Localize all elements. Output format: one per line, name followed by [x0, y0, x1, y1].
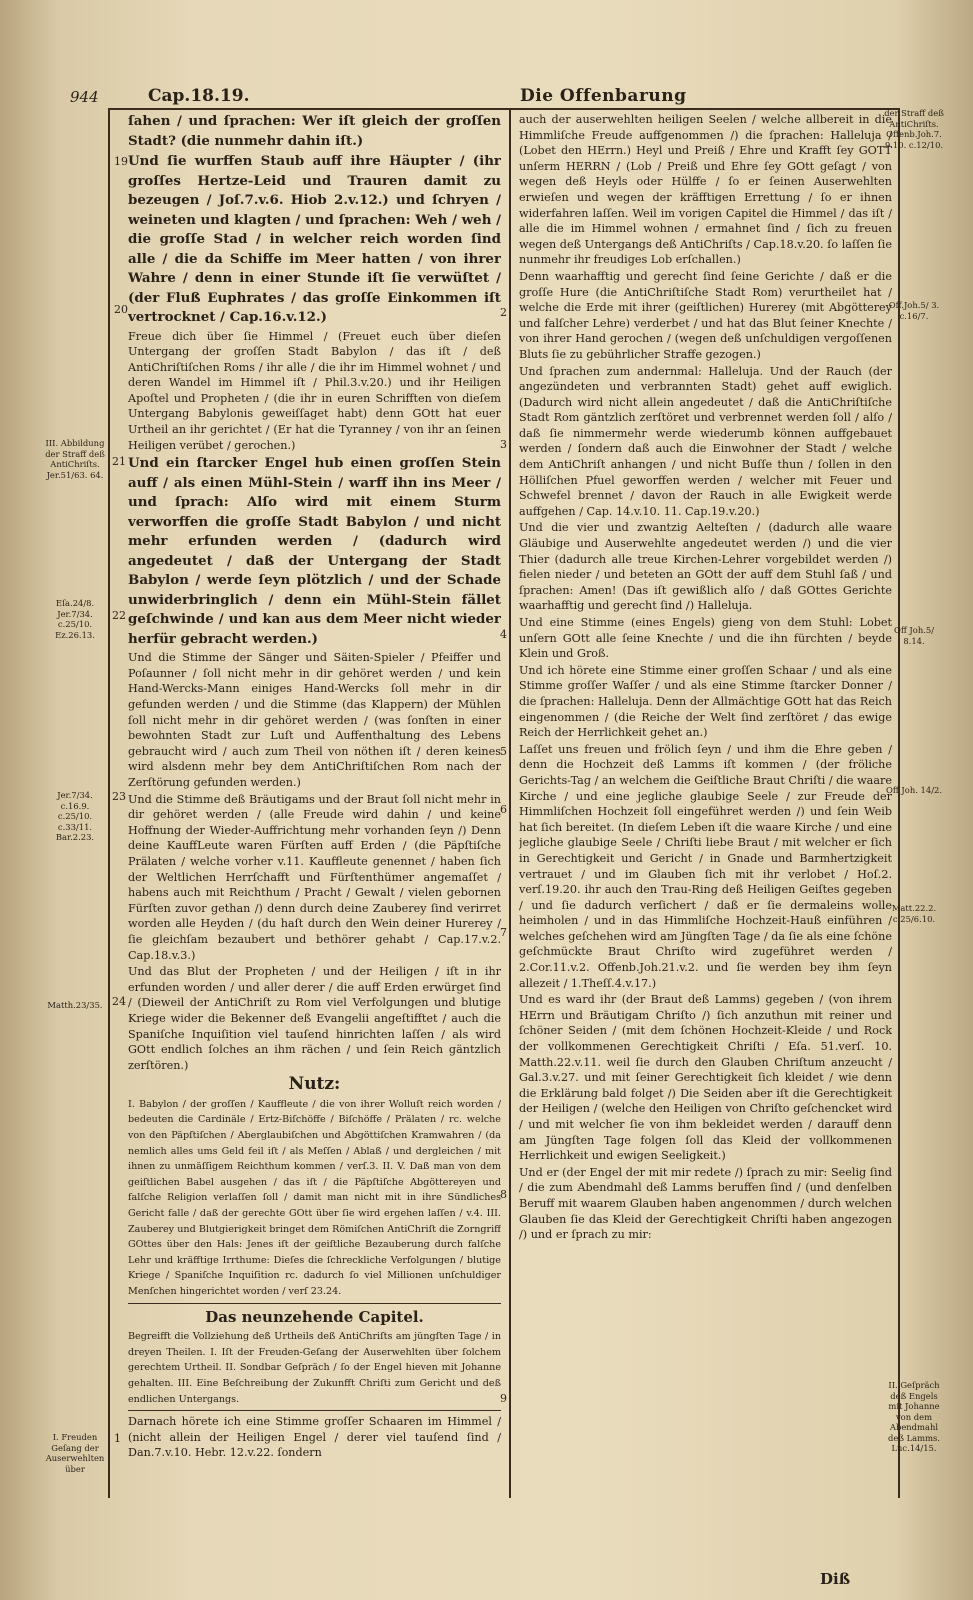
nutz-heading: Nutz:: [288, 1074, 341, 1095]
verse-6: Und ich hörete eine Stimme einer groſſen Schaar / und als eine Stimme groſſer Waſſer / und als eine Stimme ſtarcker Donner / die ſprachen: Halleluja. Denn der Allmächtige GOtt hat das Reich eingenommen / (die Reiche der Welt ſind zerſtöret / das ewige Reich der Herrlichkeit gehet an.): [519, 663, 892, 740]
margin-note-right: der Straff deß AntiChriſts. Offenb.Joh.7. 9.10. c.12/10.: [884, 108, 944, 150]
verse-number: 24: [112, 995, 126, 1008]
nutz-text: I. Babylon / der groſſen / Kauffleute / die von ihrer Wolluſt reich worden / bedeuten die Cardinäle / Ertz-Biſchöffe / Biſchöffe / Prälaten / rc. welche von den Päpſtiſchen / Aberglaubiſchen und Abgöttiſchen Kramwahren / (da nemlich alles ums Geld feil iſt / als Meſſen / Ablaß / und dergleichen / mit ihnen zu unmäſſigem Reichthum kommen / verſ.3. II. V. Daß man von dem geiſtlichen Babel ausgehen / das iſt / die Päpſtiſche Abgöttereyen und falſche Religion verlaſſen ſoll / damit man nicht mit in ihre Sündliches Gericht falle / daß der gerechte GOtt über ſie wird ergehen laſſen / v.4. III. Zauberey und Blutgierigkeit bringet dem Römiſchen AntiChriſt die Zorngriff GOttes über den Hals: Jenes iſt der geiſtliche Bezauberung durch falſche Lehr und kräfftige Irrthume: Dieſes die ſchreckliche Verfolgungen / blutige Kriege / Spaniſche Inquiſition rc. dadurch ſo viel Millionen unſchuldiger Menſchen hingerichtet worden / verſ 23.24.: [128, 1098, 501, 1297]
margin-note-right: Off Joh.5/ 8.14.: [893, 625, 935, 646]
margin-note-left: Matth.23/35.: [47, 1000, 103, 1010]
verse-number: 19: [114, 155, 128, 168]
page-number: 944: [70, 88, 99, 106]
verse-1-continued: auch der auserwehlten heiligen Seelen / welche allbereit in die Himmliſche Freude auffgenommen /) die ſprachen: Halleluja / (Lobet den HErrn.) Heyl und Preiß / Ehre und Krafft ſey GOTT unſerm HERRN / (Lob / Preiß und Ehre ſey GOtt geſagt / von wegen deß Heyls oder Hülffe / ſo er ſeinen Auserwehlten erwieſen und wegen der kräfftigen Errettung / ſo er ihnen widerfahren laſſen. Weil im vorigen Capitel die Himmel / das iſt / alle die im Himmel wohnen / ermahnet ſind / ſich zu freuen wegen deß Untergangs deß AntiChriſts / Cap.18.v.20. ſo laſſen ſie nunmehr ihr freudiges Lob erſchallen.): [519, 113, 892, 267]
catchword: Diß: [820, 1570, 851, 1588]
chapter-19-verse-1: Darnach hörete ich eine Stimme groſſer Schaaren im Himmel / (nicht allein der Heiligen Engel / derer viel tauſend ſind / Dan.7.v.10. Hebr. 12.v.22. ſondern: [128, 1415, 501, 1460]
margin-note-right: Off.Joh.5/ 3. c.16/7.: [888, 300, 940, 321]
verse-4: Und die vier und zwantzig Aelteſten / (dadurch alle waare Gläubige und Auserwehlte angedeutet werden /) und die vier Thier (dadurch alle treue Kirchen-Lehrer vorgebildet werden /) fielen nieder / und beteten an GOtt der auff dem Stuhl ſaß / und ſprachen: Amen! (Das iſt gewißlich alſo / daß GOttes Gerichte waarhafftig und gerecht ſind /) Halleluja.: [519, 521, 892, 613]
margin-note-right: Off Joh. 14/2.: [885, 785, 943, 795]
verse-20: Freue dich über ſie Himmel / (Freuet euch über dieſen Untergang der groſſen Stadt Babylon / das iſt / deß AntiChriſtiſchen Roms / ihr alle / die ihr im Himmel wohnet / und deren Wandel im Himmel iſt / Phil.3.v.20.) und ihr Heiligen Apoſtel und Propheten / (die ihr in euren Schrifften von dieſem Untergang Babylonis geweiſſaget habt) denn GOtt hat euer Urtheil an ihr gerichtet / (Er hat die Tyranney / von ihr an ſeinen Heiligen verübet / gerochen.): [128, 329, 501, 452]
center-column-rule: [509, 108, 511, 1498]
verse-24: Und das Blut der Propheten / und der Heiligen / iſt in ihr erfunden worden / und aller derer / die auff Erden erwürget ſind / (Dieweil der AntiChriſt zu Rom viel Verfolgungen und blutige Kriege wider die Bekenner deß Evangelii angeſtifftet / auch die Spaniſche Inquiſition viel tauſend hinrichten laſſen / als wird GOtt endlich ſolches an ihm rächen / und ſein Reich gäntzlich zerſtören.): [128, 965, 501, 1072]
verse-number: 7: [500, 926, 507, 939]
verse-3: Und ſprachen zum andernmal: Halleluja. Und der Rauch (der angezündeten und verbrannten Stadt) gehet auff ewiglich. (Dadurch wird nicht allein angedeutet / daß die AntiChriſtiſche Stadt Rom gäntzlich zerſtöret und verbrennet werden ſoll / alſo / daß ſie nimmermehr werde wiederumb können auffgebauet werden / ſondern daß auch die Einwohner der Stadt / welche dem AntiChriſt anhangen / und nicht Buſſe thun / ſollen in den Hölliſchen Pfuel geworffen werden / welcher mit Feuer und Schwefel brennet / davon der Rauch in alle Ewigkeit werde auffgehen / Cap. 14.v.10. 11. Cap.19.v.20.): [519, 364, 892, 518]
verse-number: 1: [114, 1432, 121, 1445]
verse-7: Laſſet uns freuen und frölich ſeyn / und ihm die Ehre geben / denn die Hochzeit deß Lamms iſt kommen / (der fröliche Gerichts-Tag / an welchem die Geiſtliche Braut Chriſti / die waare Kirche / und eine jegliche glaubige Seele / zur Freude der Himmliſchen Hochzeit ſoll eingeführet werden /) und ſein Weib hat ſich bereitet. (In dieſem Leben iſt die waare Kirche / und eine jegliche glaubige Seele / Chriſti liebe Braut / mit welcher er ſich in Gerechtigkeit und Gericht / in Gnade und Barmhertzigkeit vertrauet / und im Glauben ſich mit ihr verlobet / Hoſ.2. verſ.19.20. ihr auch den Trau-Ring deß Heiligen Geiſtes gegeben / und ſie dadurch verſichert / daß er ſie dermaleins wolle heimholen / und in das Himmliſche Hochzeit-Hauß einführen / welches geſchehen wird am Jüngſten Tage / da ſie als eine ſchöne geſchmückte Braut Chriſto wird zugeführet werden / 2.Cor.11.v.2. Offenb.Joh.21.v.2. und ſie werden bey ihm ſeyn allezeit / 1.Theſſ.4.v.17.): [519, 742, 892, 990]
header-rule: [108, 108, 898, 110]
margin-note-left: I. Freuden Geſang der Auserwehlten über: [45, 1432, 105, 1474]
verse-5: Und eine Stimme (eines Engels) gieng von dem Stuhl: Lobet unſern GOtt alle ſeine Knechte / und die ihn fürchten / beyde Klein und Groß.: [519, 616, 892, 661]
section-divider: [128, 1303, 501, 1304]
verse-number: 22: [112, 609, 126, 622]
verse-8: Und es ward ihr (der Braut deß Lamms) gegeben / (von ihrem HErrn und Bräutigam Chriſto /) ſich anzuthun mit reiner und ſchöner Seiden / (mit dem ſchönen Hochzeit-Kleide / und Rock der vollkommenen Gerechtigkeit Chriſti / Eſa. 51.verſ. 10. Matth.22.v.11. weil ſie durch den Glauben Chriſtum anzeucht / Gal.3.v.27. und mit ſeiner Gerechtigkeit ſich kleidet / wie denn die Erklärung bald folget /) Die Seiden aber iſt die Gerechtigkeit der Heiligen / (welche den Heiligen von Chriſto geſchencket wird / und mit welcher ſie von ihm bekleidet werden / darauff denn am Jüngſten Tage folgen ſoll das Kleid der vollkommenen Herrlichkeit und ewigen Seeligkeit.): [519, 993, 892, 1163]
verse-number: 4: [500, 628, 507, 641]
verse-23: Und die Stimme deß Bräutigams und der Braut ſoll nicht mehr in dir gehöret werden / (alle Freude wird dahin / und keine Hoffnung der Wieder-Auffrichtung mehr vorhanden ſeyn /) Denn deine KauffLeute waren Fürſten auff Erden / (die Päpſtiſche Prälaten / welche vorher v.11. Kauffleute genennet / haben ſich der Weltlichen Herrſchafft und Fürſtenthümer angemaſſet / habens auch mit Reichthum / Pracht / Gewalt / vielen gebornen Fürſten zuvor gethan /) denn durch deine Zauberey ſind verirret worden alle Heyden / (du haſt durch den Wein deiner Hurerey / ſie gleichſam bezaubert und bethörer gehabt / Cap.17.v.2. Cap.18.v.3.): [128, 792, 501, 962]
verse-number: 23: [112, 790, 126, 803]
left-column-rule: [108, 108, 110, 1498]
verse-21: [128, 454, 501, 649]
chapter-reference: Cap.18.19.: [148, 86, 250, 106]
margin-note-left: Eſa.24/8. Jer.7/34. c.25/10. Ez.26.13.: [55, 598, 95, 640]
verse-number: 8: [500, 1188, 507, 1201]
verse-21-text: Und ein ſtarcker Engel hub einen groſſen Stein auff / als einen Mühl-Stein / warff ihn ins Meer / und ſprach: Alſo wird mit einem Sturm verworffen die groſſe Stadt Babylon / und nicht mehr erfunden werden / (dadurch wird angedeutet / daß der Untergang der Stadt Babylon / werde ſeyn plötzlich / und der Schade unwiderbringlich / denn ein Mühl-Stein fället geſchwinde / und kan aus dem Meer nicht wieder herfür gebracht werden.): [128, 455, 501, 647]
verse-22: Und die Stimme der Sänger und Säiten-Spieler / Pfeiffer und Poſaunner / ſoll nicht mehr in dir gehöret werden / und kein Hand-Wercks-Mann einiges Hand-Wercks ſoll mehr in dir gefunden werden / und die Stimme (das Klappern) der Mühlen ſoll nicht mehr in dir gehöret werden / (was ſonſten in einer bewohnten Stadt zur Luſt und Auffenthaltung des Lebens gebraucht wird / auch zum Theil von nöthen iſt / deren keines wird alsdenn mehr bey dem AntiChriſtiſchen Rom nach der Zerſtörung gefunden werden.): [128, 651, 501, 789]
verse-number: 5: [500, 745, 507, 758]
verse-9: Und er (der Engel der mit mir redete /) ſprach zu mir: Seelig ſind / die zum Abendmahl deß Lamms beruffen ſind / (und denſelben Beruff mit waarem Glauben haben angenommen / durch welchen Glauben ſie das Kleid der Gerechtigkeit Chriſti haben angezogen /) und er ſprach zu mir:: [519, 1165, 892, 1242]
left-text-column: [128, 112, 501, 1482]
verse-number: 3: [500, 438, 507, 451]
margin-note-left: III. Abbildung der Straff deß AntiChriſts. Jer.51/63. 64.: [45, 438, 105, 480]
verse-number: 20: [114, 303, 128, 316]
chapter-19-heading: Das neunzehende Capitel.: [205, 1307, 424, 1326]
section-divider: [128, 1410, 501, 1411]
verse-number: 9: [500, 1392, 507, 1405]
margin-note-left: Jer.7/34. c.16.9. c.25/10. c.33/11. Bar.2.23.: [55, 790, 95, 842]
margin-note-right: Matt.22.2. c.25/6.10.: [891, 903, 937, 924]
verse-19: Und ſie wurffen Staub auff ihre Häupter / (ihr groſſes Hertze-Leid und Trauren damit zu bezeugen / Joſ.7.v.6. Hiob 2.v.12.) und ſchryen / weineten und klagten / und ſprachen: Weh / weh / die groſſe Stad / in welcher reich worden ſind alle / die da Schiffe im Meer hatten / von ihrer Wahre / denn in einer Stunde iſt ſie verwüſtet / (der Fluß Euphrates / das groſſe Einkommen iſt vertrocknet / Cap.16.v.12.): [128, 153, 501, 325]
right-text-column: [519, 112, 892, 1482]
verse-2: Denn waarhafftig und gerecht ſind ſeine Gerichte / daß er die groſſe Hure (die AntiChriſtiſche Stadt Rom) verurtheilet hat / welche die Erde mit ihrer (geiſtlichen) Hurerey (mit Abgötterey und falſcher Lehre) verderbet / und hat das Blut ſeiner Knechte / von ihrer Hand gerochen / (wegen deß unſchuldigen vergoſſenen Bluts ſie zu gebührlicher Straffe gezogen.): [519, 269, 892, 361]
margin-note-right: II. Geſpräch deß Engels mit Johanne von dem Abendmahl deß Lamms. Luc.14/15.: [888, 1380, 940, 1453]
verse-number: 2: [500, 306, 507, 319]
book-title: Die Offenbarung: [520, 86, 687, 106]
verse-number: 6: [500, 803, 507, 816]
verse-number: 21: [112, 455, 126, 468]
verse-text: ſahen / und ſprachen: Wer iſt gleich der groſſen Stadt? (die nunmehr dahin iſt.): [128, 113, 501, 149]
chapter-19-summary: Begreifft die Vollziehung deß Urtheils deß AntiChriſts am jüngſten Tage / in dreyen Theilen. I. Iſt der Freuden-Geſang der Auserwehlten über ſolchem gerechtem Urtheil. II. Sondbar Geſpräch / ſo der Engel hieven mit Johanne gehalten. III. Eine Beſchreibung der Zukunfft Chriſti zum Gericht und deß endlichen Untergangs.: [128, 1331, 501, 1405]
running-header: [70, 86, 890, 110]
